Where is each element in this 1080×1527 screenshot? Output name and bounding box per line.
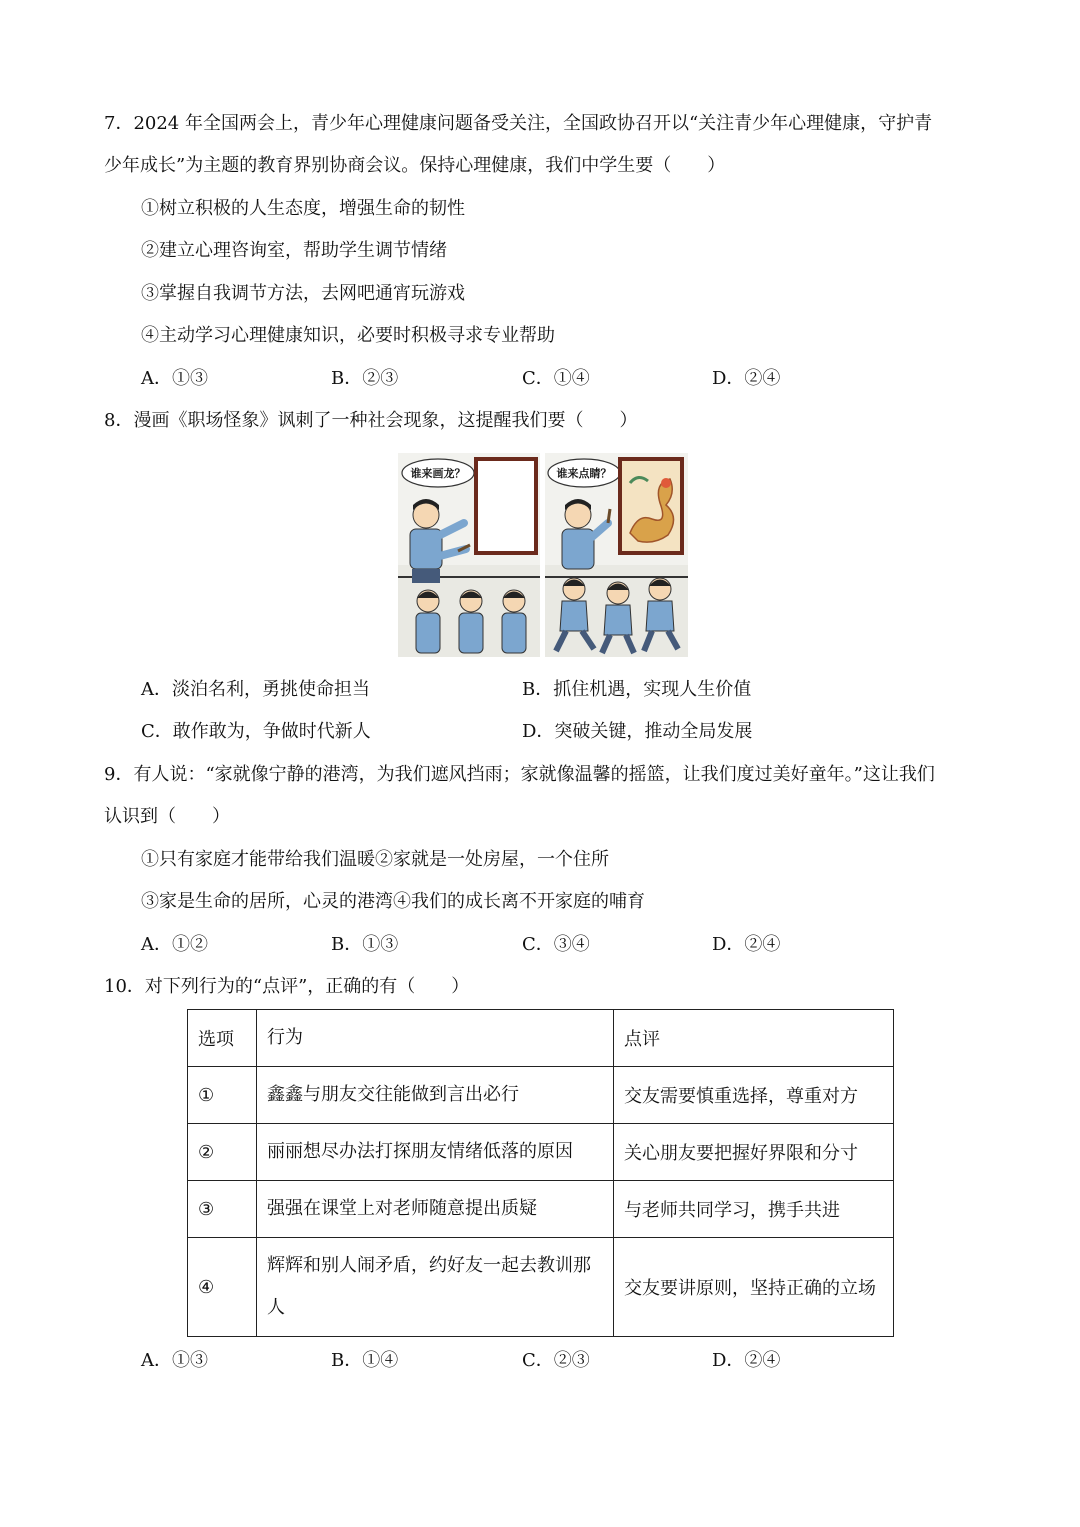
table-cell: ④	[188, 1238, 257, 1337]
q8-stem: 8．漫画《职场怪象》讽刺了一种社会现象，这提醒我们要（ ）	[104, 410, 638, 431]
table-cell: 丽丽想尽办法打探朋友情绪低落的原因	[257, 1124, 614, 1181]
table-row	[188, 1124, 894, 1181]
q9-option-c: C．③④	[522, 934, 590, 955]
q9-option-a: A．①②	[141, 934, 208, 955]
table-cell: 辉辉和别人闹矛盾，约好友一起去教训那人	[257, 1238, 614, 1337]
table-header-cell: 点评	[614, 1010, 894, 1067]
table-cell: ①	[188, 1067, 257, 1124]
table-cell: 强强在课堂上对老师随意提出质疑	[257, 1181, 614, 1238]
table-cell: 交友需要慎重选择，尊重对方	[614, 1067, 894, 1124]
q9-option-d: D．②④	[712, 934, 781, 955]
table-header-cell: 行为	[257, 1010, 614, 1067]
q8-option-c: C．敢作敢为，争做时代新人	[141, 721, 371, 742]
table-row	[188, 1181, 894, 1238]
blank-board	[476, 459, 536, 553]
q7-option-c: C．①④	[522, 368, 590, 389]
q7-statement-1: ①树立积极的人生态度，增强生命的韧性	[141, 198, 465, 219]
q10-option-d: D．②④	[712, 1350, 781, 1371]
q10-option-a: A．①③	[141, 1350, 208, 1371]
table-cell: 与老师共同学习，携手共进	[614, 1181, 894, 1238]
table-row	[188, 1067, 894, 1124]
q7-stem-line1: 7．2024 年全国两会上，青少年心理健康问题备受关注，全国政协召开以“关注青少年心理健康，守护青	[104, 113, 933, 134]
q9-stem-line2: 认识到（ ）	[104, 806, 230, 827]
q7-option-b: B．②③	[331, 368, 399, 389]
table-header-row	[188, 1010, 894, 1067]
kids-group-left	[416, 590, 526, 653]
comic-bubble-1: 谁来画龙？	[410, 467, 466, 480]
q9-statement-2: ③家是生命的居所，心灵的港湾④我们的成长离不开家庭的哺育	[141, 891, 645, 912]
q10-option-c: C．②③	[522, 1350, 590, 1371]
q7-statement-2: ②建立心理咨询室，帮助学生调节情绪	[141, 240, 447, 261]
table-header-cell: 选项	[188, 1010, 257, 1067]
q10-stem: 10．对下列行为的“点评”，正确的有（ ）	[104, 976, 470, 997]
table-cell: 关心朋友要把握好界限和分寸	[614, 1124, 894, 1181]
q10-table	[187, 1009, 894, 1337]
q9-option-b: B．①③	[331, 934, 399, 955]
comic-bubble-2: 谁来点睛？	[556, 467, 612, 480]
q7-statement-3: ③掌握自我调节方法，去网吧通宵玩游戏	[141, 283, 465, 304]
table-cell: ②	[188, 1124, 257, 1181]
q8-option-a: A．淡泊名利，勇挑使命担当	[141, 679, 370, 700]
q7-option-a: A．①③	[141, 368, 208, 389]
comic-illustration	[398, 453, 688, 657]
q7-statement-4: ④主动学习心理健康知识，必要时积极寻求专业帮助	[141, 325, 555, 346]
table-cell: 鑫鑫与朋友交往能做到言出必行	[257, 1067, 614, 1124]
q7-option-d: D．②④	[712, 368, 781, 389]
table-cell: 交友要讲原则，坚持正确的立场	[614, 1238, 894, 1337]
q8-option-d: D．突破关键，推动全局发展	[522, 721, 753, 742]
q7-stem-line2: 少年成长”为主题的教育界别协商会议。保持心理健康，我们中学生要（ ）	[104, 155, 726, 176]
q8-option-b: B．抓住机遇，实现人生价值	[522, 679, 752, 700]
table-cell: ③	[188, 1181, 257, 1238]
table-row	[188, 1238, 894, 1337]
q9-statement-1: ①只有家庭才能带给我们温暖②家就是一处房屋，一个住所	[141, 849, 609, 870]
q10-option-b: B．①④	[331, 1350, 399, 1371]
q9-stem-line1: 9．有人说：“家就像宁静的港湾，为我们遮风挡雨；家就像温馨的摇篮，让我们度过美好童年。”这让我们	[104, 764, 935, 785]
